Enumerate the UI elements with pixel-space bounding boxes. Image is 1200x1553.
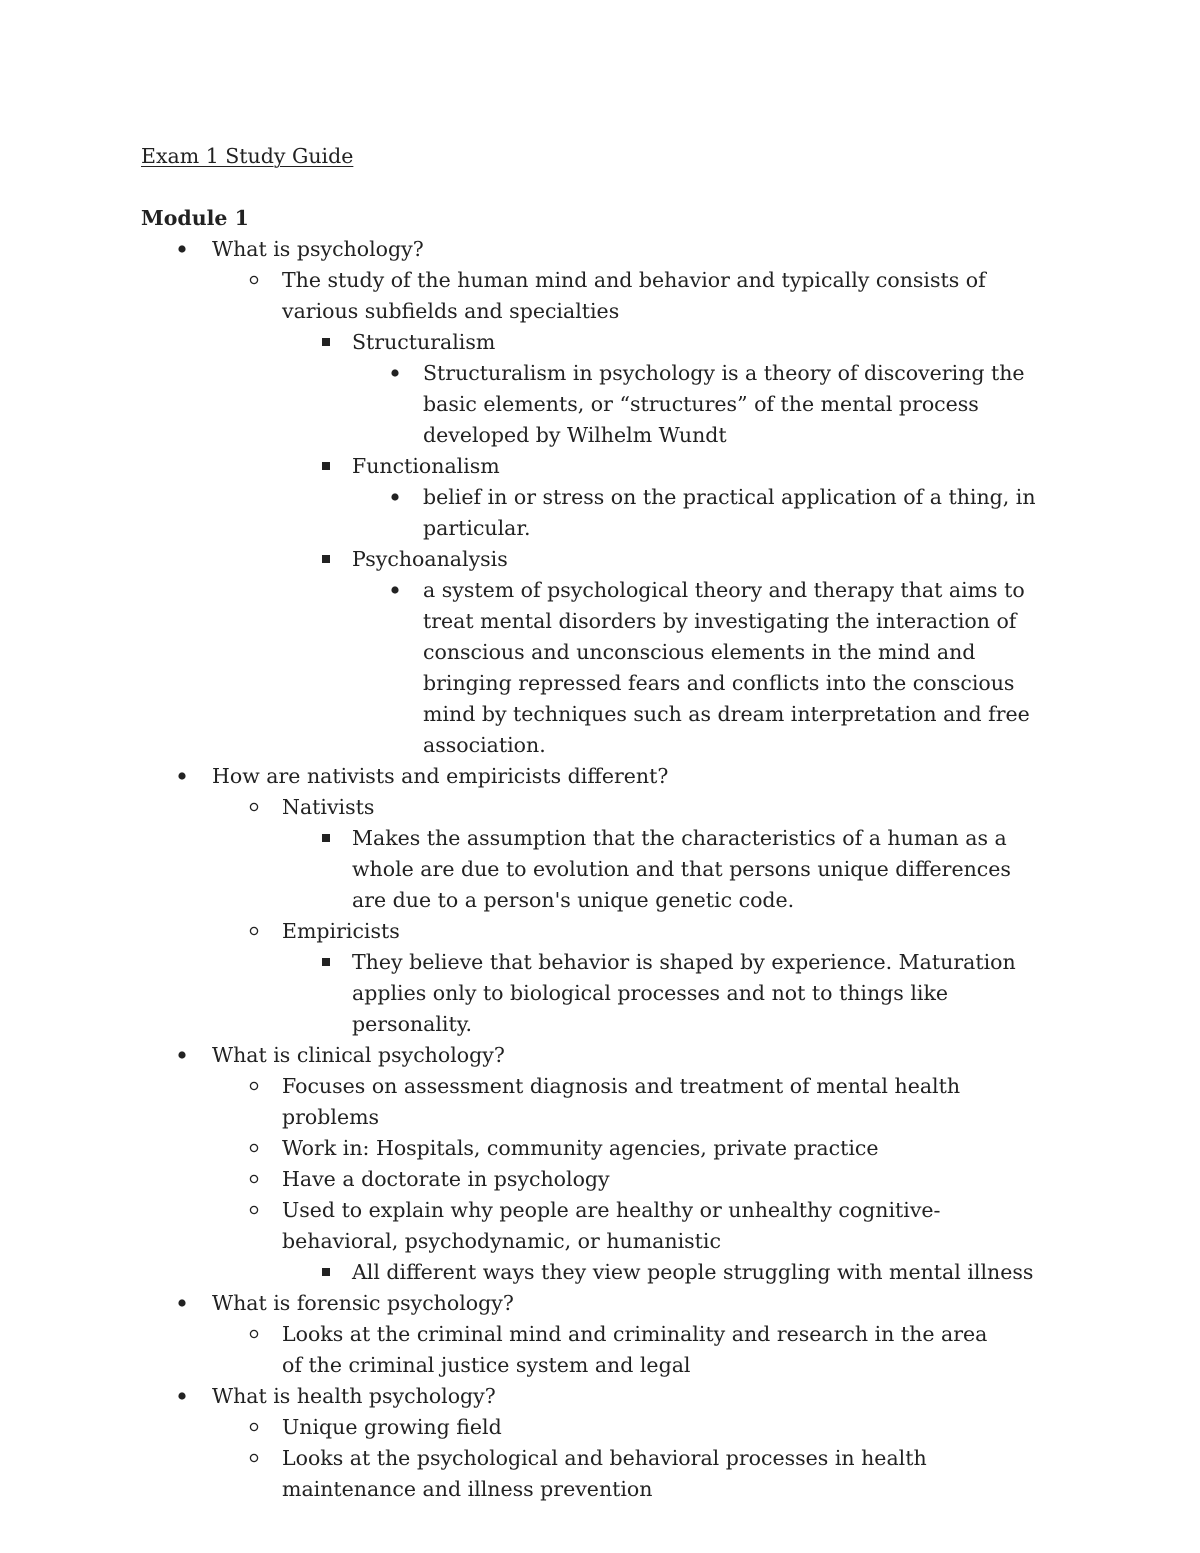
outline-item-level-3 — [352, 1257, 1042, 1288]
outline-item-text: Have a doctorate in psychology — [282, 1167, 610, 1191]
outline-item-level-4 — [423, 575, 1063, 761]
outline-item-level-2 — [282, 792, 1012, 823]
module-heading: Module 1 — [141, 206, 249, 230]
filled-square-icon — [316, 544, 336, 575]
outline-item-level-1 — [212, 1040, 942, 1071]
outline-item-text: Structuralism in psychology is a theory of discovering the basic elements, or “structures” of the mental process developed by Wilhelm Wundt — [423, 361, 1025, 447]
filled-square-icon — [316, 451, 336, 482]
filled-circle-icon — [172, 761, 192, 792]
filled-circle-icon — [385, 358, 405, 389]
outline-item-text: Nativists — [282, 795, 375, 819]
outline-item-text: How are nativists and empiricists different? — [212, 764, 669, 788]
filled-circle-icon — [172, 1040, 192, 1071]
outline-item-level-3 — [352, 947, 1042, 1040]
filled-square-icon — [316, 947, 336, 978]
outline-item-level-2 — [282, 1443, 1012, 1505]
outline-item-text: Focuses on assessment diagnosis and treatment of mental health problems — [282, 1074, 961, 1129]
hollow-circle-icon — [244, 1133, 264, 1164]
outline-item-level-2 — [282, 1071, 1012, 1133]
outline-item-text: Unique growing field — [282, 1415, 502, 1439]
outline-item-level-2 — [282, 1319, 1012, 1381]
outline-item-text: What is health psychology? — [212, 1384, 496, 1408]
outline-item-level-3 — [352, 823, 1042, 916]
outline-item-text: Used to explain why people are healthy or unhealthy cognitive-behavioral, psychodynamic, or humanistic — [282, 1198, 941, 1253]
outline-item-level-2 — [282, 1412, 1012, 1443]
outline-item-text: Makes the assumption that the characteristics of a human as a whole are due to evolution and that persons unique differences are due to a person's unique genetic code. — [352, 826, 1011, 912]
outline-item-level-4 — [423, 482, 1063, 544]
outline-item-text: Functionalism — [352, 454, 500, 478]
outline-item-text: a system of psychological theory and therapy that aims to treat mental disorders by investigating the interaction of conscious and unconscious elements in the mind and bringing repressed fears and conflicts into the conscious mind by techniques such as dream interpretation and free association. — [423, 578, 1030, 757]
filled-square-icon — [316, 327, 336, 358]
hollow-circle-icon — [244, 792, 264, 823]
outline-item-level-2 — [282, 1164, 1012, 1195]
hollow-circle-icon — [244, 916, 264, 947]
outline-item-text: Empiricists — [282, 919, 400, 943]
document-title: Exam 1 Study Guide — [141, 144, 354, 168]
filled-circle-icon — [172, 1381, 192, 1412]
hollow-circle-icon — [244, 265, 264, 296]
outline-item-text: Looks at the psychological and behavioral processes in health maintenance and illness prevention — [282, 1446, 927, 1501]
outline-item-level-1 — [212, 761, 942, 792]
outline-item-level-1 — [212, 1288, 942, 1319]
hollow-circle-icon — [244, 1195, 264, 1226]
hollow-circle-icon — [244, 1071, 264, 1102]
filled-square-icon — [316, 823, 336, 854]
outline-item-text: Psychoanalysis — [352, 547, 508, 571]
outline-item-level-2 — [282, 1195, 1012, 1257]
outline-item-level-2 — [282, 265, 1012, 327]
outline-item-text: belief in or stress on the practical application of a thing, in particular. — [423, 485, 1036, 540]
outline-item-level-3 — [352, 327, 1042, 358]
filled-square-icon — [316, 1257, 336, 1288]
outline-item-level-2 — [282, 1133, 1012, 1164]
hollow-circle-icon — [244, 1412, 264, 1443]
outline-item-level-3 — [352, 544, 1042, 575]
outline-item-text: What is psychology? — [212, 237, 424, 261]
outline-item-level-1 — [212, 1381, 942, 1412]
outline-item-text: Work in: Hospitals, community agencies, private practice — [282, 1136, 879, 1160]
outline-item-text: The study of the human mind and behavior and typically consists of various subfields and specialties — [282, 268, 986, 323]
outline-item-text: They believe that behavior is shaped by experience. Maturation applies only to biological processes and not to things like personality. — [352, 950, 1016, 1036]
outline-list — [0, 234, 1200, 1505]
outline-item-text: Structuralism — [352, 330, 496, 354]
outline-item-text: All different ways they view people struggling with mental illness — [352, 1260, 1034, 1284]
filled-circle-icon — [172, 234, 192, 265]
filled-circle-icon — [385, 482, 405, 513]
hollow-circle-icon — [244, 1319, 264, 1350]
hollow-circle-icon — [244, 1164, 264, 1195]
outline-item-text: Looks at the criminal mind and criminality and research in the area of the criminal justice system and legal — [282, 1322, 988, 1377]
filled-circle-icon — [172, 1288, 192, 1319]
outline-item-level-2 — [282, 916, 1012, 947]
outline-item-level-4 — [423, 358, 1063, 451]
hollow-circle-icon — [244, 1443, 264, 1474]
filled-circle-icon — [385, 575, 405, 606]
outline-item-text: What is forensic psychology? — [212, 1291, 514, 1315]
outline-item-text: What is clinical psychology? — [212, 1043, 505, 1067]
outline-item-level-1 — [212, 234, 942, 265]
outline-item-level-3 — [352, 451, 1042, 482]
